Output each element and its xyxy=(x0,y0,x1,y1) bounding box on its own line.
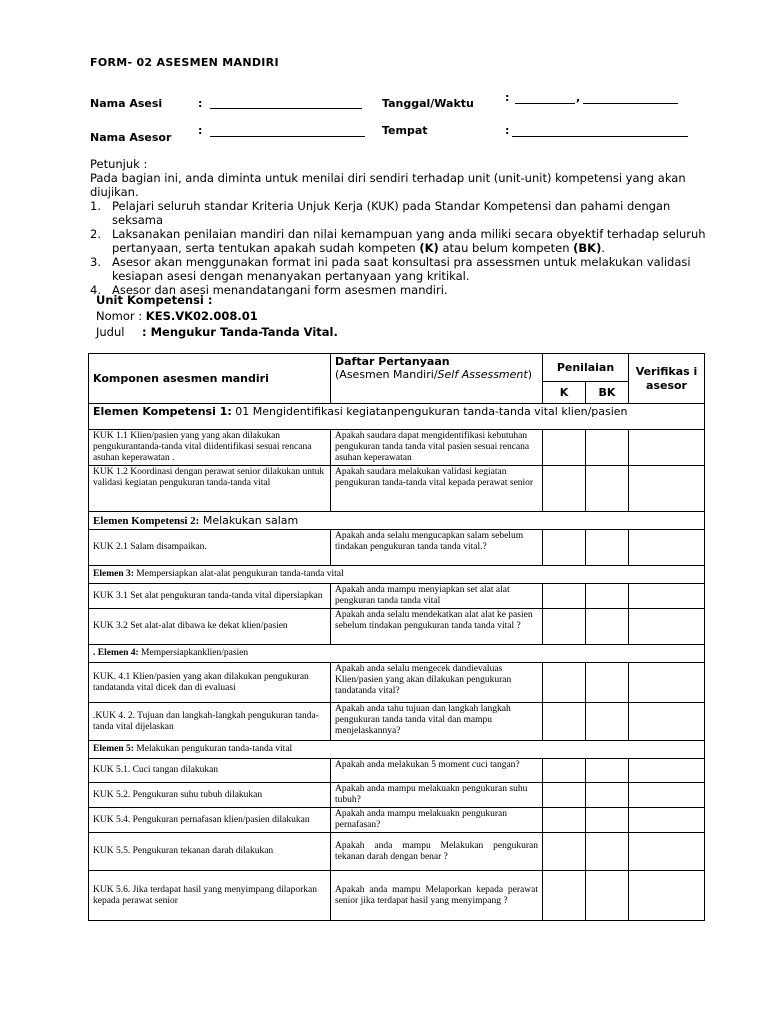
instruction-text: . xyxy=(601,241,605,255)
instruction-num: 2. xyxy=(90,227,101,241)
elemen-5 xyxy=(89,741,705,759)
header-daftar xyxy=(331,354,543,404)
elemen-1-text: Mengidentifikasi kegiatanpengukuran tanda-tanda vital klien/pasien xyxy=(249,405,628,418)
header-penilaian: Penilaian xyxy=(543,354,629,382)
kuk-cell: KUK 3.1 Set alat pengukuran tanda-tanda vital dipersiapkan xyxy=(89,584,331,609)
tempat-label: Tempat xyxy=(382,124,428,137)
kuk-cell: KUK 5.5. Pengukuran tekanan darah dilakukan xyxy=(89,833,331,871)
header-verifikasi: Verifikas i asesor xyxy=(629,354,705,404)
k-cell[interactable] xyxy=(543,871,586,921)
instruction-item xyxy=(90,255,710,283)
bk-cell[interactable] xyxy=(586,703,629,741)
tanggal-field[interactable] xyxy=(515,91,575,104)
bk-cell[interactable] xyxy=(586,808,629,833)
question-cell: Apakah anda selalu mendekatkan alat alat ke pasien sebelum tindakan pengukuran tanda tanda vital ? xyxy=(331,609,543,645)
elemen-3 xyxy=(89,566,705,584)
verifikasi-cell[interactable] xyxy=(629,783,705,808)
assessment-table xyxy=(88,353,705,921)
bk-cell[interactable] xyxy=(586,833,629,871)
judul-value: : Mengukur Tanda-Tanda Vital. xyxy=(142,325,338,339)
table-row xyxy=(89,430,705,466)
kuk-cell: KUK 5.4. Pengukuran pernafasan klien/pasien dilakukan xyxy=(89,808,331,833)
elemen-2 xyxy=(89,512,705,530)
kuk-cell: KUK 5.6. Jika terdapat hasil yang menyimpang dilaporkan kepada perawat senior xyxy=(89,871,331,921)
elemen-3-label: Elemen 3: xyxy=(93,569,134,579)
table-row xyxy=(89,530,705,566)
bk-cell[interactable] xyxy=(586,871,629,921)
question-cell: Apakah anda selalu mengucapkan salam sebelum tindakan pengukuran tanda tanda vital.? xyxy=(331,530,543,566)
bk-cell[interactable] xyxy=(586,663,629,703)
kuk-cell: KUK 5.1. Cuci tangan dilakukan xyxy=(89,759,331,783)
k-cell[interactable] xyxy=(543,609,586,645)
kuk-cell: KUK 1.2 Koordinasi dengan perawat senior dilakukan untuk validasi kegiatan pengukuran tanda-tanda vital xyxy=(89,466,331,512)
tempat-colon: : xyxy=(505,124,510,137)
table-row xyxy=(89,871,705,921)
bk-cell[interactable] xyxy=(586,530,629,566)
bk-cell[interactable] xyxy=(586,609,629,645)
unit-kompetensi xyxy=(90,292,338,340)
k-cell[interactable] xyxy=(543,808,586,833)
elemen-4-label: . Elemen 4: xyxy=(93,648,139,658)
verifikasi-cell[interactable] xyxy=(629,663,705,703)
tempat-field[interactable] xyxy=(512,124,688,137)
kuk-cell: KUK 2.1 Salam disampaikan. xyxy=(89,530,331,566)
verifikasi-cell[interactable] xyxy=(629,530,705,566)
waktu-field[interactable] xyxy=(583,91,678,104)
instruction-item xyxy=(90,227,710,255)
bk-cell[interactable] xyxy=(586,759,629,783)
k-cell[interactable] xyxy=(543,530,586,566)
question-cell: Apakah saudara melakukan validasi kegiatan pengukuran tanda-tanda vital kepada perawat senior xyxy=(331,466,543,512)
question-cell: Apakah anda melakukan 5 moment cuci tangan? xyxy=(331,759,543,783)
table-row xyxy=(89,663,705,703)
verifikasi-cell[interactable] xyxy=(629,871,705,921)
nama-asesi-colon: : xyxy=(198,97,203,110)
k-cell[interactable] xyxy=(543,833,586,871)
instruction-text: Asesor akan menggunakan format ini pada saat konsultasi pra assessmen untuk melakukan validasi kesiapan asesi dengan menanyakan pertanyaan yang kritikal. xyxy=(112,255,691,283)
table-row xyxy=(89,783,705,808)
unit-title: Unit Kompetensi : xyxy=(96,293,213,307)
header-k: K xyxy=(543,382,586,404)
verifikasi-cell[interactable] xyxy=(629,584,705,609)
k-cell[interactable] xyxy=(543,584,586,609)
nama-asesor-label: Nama Asesor xyxy=(90,131,172,144)
kuk-cell: KUK 5.2. Pengukuran suhu tubuh dilakukan xyxy=(89,783,331,808)
question-cell: Apakah anda selalu mengecek dandievaluas Klien/pasien yang akan dilakukan pengukuran tandatanda vital? xyxy=(331,663,543,703)
k-cell[interactable] xyxy=(543,703,586,741)
bk-cell[interactable] xyxy=(586,466,629,512)
elemen-1-num: 01 xyxy=(231,405,250,418)
nama-asesi-field[interactable] xyxy=(210,96,362,109)
table-row xyxy=(89,584,705,609)
tanggal-comma: , xyxy=(576,91,581,104)
nama-asesi-label: Nama Asesi xyxy=(90,97,163,110)
table-row xyxy=(89,466,705,512)
verifikasi-cell[interactable] xyxy=(629,759,705,783)
verifikasi-cell[interactable] xyxy=(629,703,705,741)
header-daftar-sub-b: ) xyxy=(527,368,532,381)
elemen-2-text: Melakukan salam xyxy=(199,514,299,527)
header-komponen: Komponen asesmen mandiri xyxy=(89,354,331,404)
elemen-2-label: Elemen Kompetensi 2: xyxy=(93,515,200,527)
elemen-1 xyxy=(89,404,705,430)
k-cell[interactable] xyxy=(543,783,586,808)
elemen-3-text: Mempersiapkan alat-alat pengukuran tanda-tanda vital xyxy=(133,569,344,579)
k-cell[interactable] xyxy=(543,663,586,703)
form-title: FORM- 02 ASESMEN MANDIRI xyxy=(90,56,279,69)
header-daftar-sub xyxy=(335,368,538,381)
question-cell: Apakah anda mampu melakuakn pengukuran suhu tubuh? xyxy=(331,783,543,808)
verifikasi-cell[interactable] xyxy=(629,430,705,466)
question-cell: Apakah saudara dapat mengidentifikasi kebutuhan pengukuran tanda tanda vital pasien sesuai rencana asuhan keperawatan xyxy=(331,430,543,466)
instructions-title: Petunjuk : xyxy=(90,157,148,171)
bk-cell[interactable] xyxy=(586,430,629,466)
table-row xyxy=(89,703,705,741)
table-row xyxy=(89,609,705,645)
verifikasi-cell[interactable] xyxy=(629,833,705,871)
elemen-4-text: Mempersiapkanklien/pasien xyxy=(138,648,249,658)
instruction-text: Asesor dan asesi menandatangani form asesmen mandiri. xyxy=(112,283,448,297)
header-bk: BK xyxy=(586,382,629,404)
instruction-k: (K) xyxy=(419,241,439,255)
header-daftar-sub-a: (Asesmen Mandiri/ xyxy=(335,368,438,381)
instruction-item xyxy=(90,199,710,227)
instruction-num: 3. xyxy=(90,255,101,269)
kuk-cell: KUK. 4.1 Klien/pasien yang akan dilakukan pengukuran tandatanda vital dicek dan di evaluasi xyxy=(89,663,331,703)
k-cell[interactable] xyxy=(543,466,586,512)
k-cell[interactable] xyxy=(543,759,586,783)
elemen-5-label: Elemen 5: xyxy=(93,744,134,754)
nomor-value: KES.VK02.008.01 xyxy=(145,309,258,323)
instruction-text: atau belum kompeten xyxy=(438,241,574,255)
tanggal-colon: : xyxy=(505,91,510,104)
instruction-text: Pelajari seluruh standar Kriteria Unjuk Kerja (KUK) pada Standar Kompetensi dan pahami dengan seksama xyxy=(112,199,671,227)
elemen-4 xyxy=(89,645,705,663)
question-cell: Apakah anda mampu melakuakn pengukuran pernafasan? xyxy=(331,808,543,833)
question-cell: Apakah anda tahu tujuan dan langkah langkah pengukuran tanda tanda vital dan mampu menjelaskannya? xyxy=(331,703,543,741)
nomor-label: Nomor : xyxy=(96,309,146,323)
unit-judul xyxy=(90,324,338,340)
question-cell: Apakah anda mampu Melaporkan kepada perawat senior jika terdapat hasil yang menyimpang ? xyxy=(331,871,543,921)
nama-asesor-colon: : xyxy=(198,124,203,137)
table-row xyxy=(89,833,705,871)
elemen-5-text: Melakukan pengukuran tanda-tanda vital xyxy=(133,744,293,754)
header-daftar-title: Daftar Pertanyaan xyxy=(335,355,450,368)
nama-asesor-field[interactable] xyxy=(210,124,365,137)
elemen-1-label: Elemen Kompetensi 1: xyxy=(93,405,232,418)
bk-cell[interactable] xyxy=(586,783,629,808)
instruction-num: 1. xyxy=(90,199,101,213)
table-row xyxy=(89,759,705,783)
kuk-cell: KUK 3.2 Set alat-alat dibawa ke dekat klien/pasien xyxy=(89,609,331,645)
bk-cell[interactable] xyxy=(586,584,629,609)
tanggal-waktu-label: Tanggal/Waktu xyxy=(382,97,474,110)
instructions-intro: Pada bagian ini, anda diminta untuk menilai diri sendiri terhadap unit (unit-unit) kompetensi yang akan diujikan. xyxy=(90,171,686,199)
instruction-num: 4. xyxy=(90,283,101,297)
kuk-cell: .KUK 4. 2. Tujuan dan langkah-langkah pengukuran tanda-tanda vital dijelaskan xyxy=(89,703,331,741)
verifikasi-cell[interactable] xyxy=(629,466,705,512)
judul-label: Judul xyxy=(96,325,125,339)
question-cell: Apakah anda mampu menyiapkan set alat alat pengkuran tanda tanda vital xyxy=(331,584,543,609)
kuk-cell: KUK 1.1 Klien/pasien yang yang akan dilakukan pengukurantanda-tanda vital diidentifikasi sesuai rencana asuhan keperawatan . xyxy=(89,430,331,466)
verifikasi-cell[interactable] xyxy=(629,808,705,833)
header-daftar-sub-italic: Self Assessment xyxy=(437,368,528,381)
table-row xyxy=(89,808,705,833)
instruction-text: Laksanakan penilaian mandiri dan nilai kemampuan yang anda miliki secara obyektif terhadap seluruh pertanyaan, serta tentukan apakah sudah kompeten xyxy=(112,227,706,255)
instructions xyxy=(90,157,710,297)
instruction-bk: (BK) xyxy=(573,241,602,255)
verifikasi-cell[interactable] xyxy=(629,609,705,645)
question-cell: Apakah anda mampu Melakukan pengukuran tekanan darah dengan benar ? xyxy=(331,833,543,871)
unit-nomor xyxy=(90,308,338,324)
k-cell[interactable] xyxy=(543,430,586,466)
